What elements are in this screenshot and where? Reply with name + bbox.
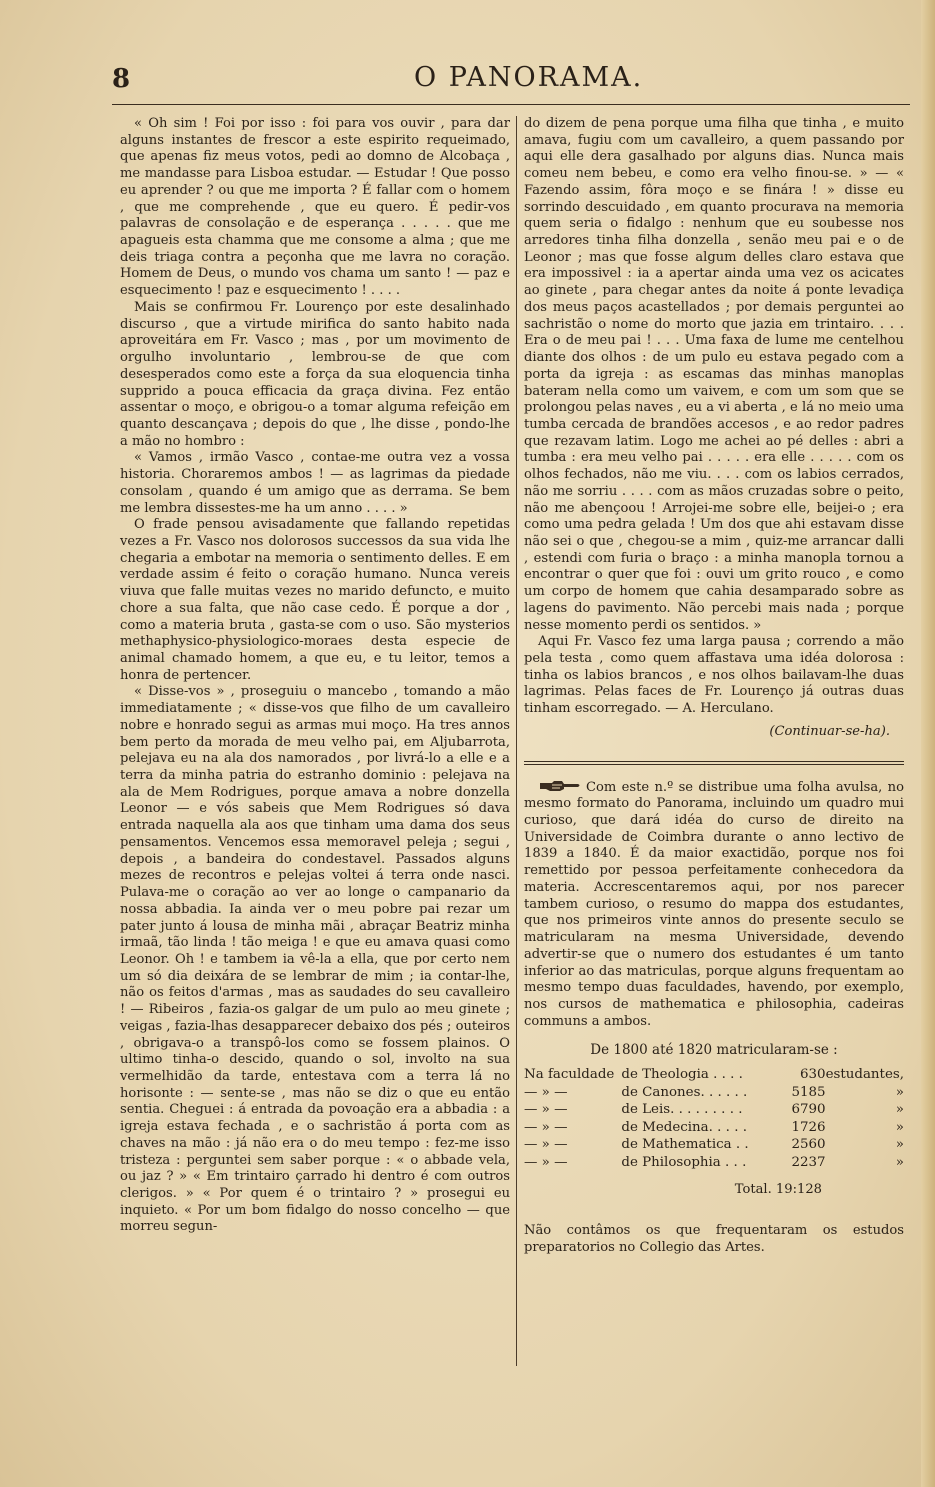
paragraph: « Disse-vos » , proseguiu o mancebo , tomando a mão immediatamente ; « disse-vos que filho de um cavalleiro nobre e honrado segui as armas mui moço. Ha tres annos bem perto da morada de meu velho pai, em Aljubarrota, pelejava eu na ala dos namorados , por livrá-lo a elle e a terra da minha patria do estranho dominio : pelejava na ala de Mem Rodrigues, porque amava a nobre donzella Leonor — e vós sabeis que Mem Rodrigues só dava entrada naquella ala aos que tinham uma dama dos seus pensamentos. Vencemos essa memoravel peleja ; segui , depois , a bandeira do condestavel. Passados alguns mezes de recontros e pelejas voltei á terra onde nasci. Pulava-me o coração ao ver ao longe o campanario da nossa abbadia. Ia ainda ver o meu pobre pai rezar um pater junto á lousa de minha mãi , abraçar Beatriz minha irmaã, tão linda ! tão meiga ! e que eu amava quasi como Leonor. Oh ! e tambem ia vê-la a ella, que por certo nem um só dia deixára de se lembrar de mim ; ia contar-lhe, não os feitos d'armas , mas as saudades do seu cavalleiro ! — Ribeiros , fazia-os galgar de um pulo ao meu ginete ; veigas , fazia-lhas desapparecer debaixo dos pés ; outeiros , obrigava-o a transpô-los como se fossem plainos. O ultimo tinha-o descido, quando o sol, involto na sua vermelhidão da tarde, entestava com a terra lá no horisonte : — sente-se , mas não se diz o que eu então sentia. Cheguei : á entrada da povoação era a abbadia : a igreja estava fechada , e o sachristão á porta com as chaves na mão : já não era o do meu tempo : fez-me isso tristeza : perguntei sem saber porque : « o abbade vela, ou jaz ? » « Em trintairo çarrado hi dentro é com outros clerigos. » « Por quem é o trintairo ? » prosegui eu inquieto. « Por um bom fidalgo do nosso concelho — que morreu segun- (120, 684, 510, 1235)
footnote: Não contâmos os que frequentaram os estudos preparatorios no Collegio das Artes. (524, 1222, 904, 1255)
paragraph: « Oh sim ! Foi por isso : foi para vos ouvir , para dar alguns instantes de frescor a este espirito requeimado, que apenas fiz meus votos, pedi ao domno de Alcobaça , me mandasse para Lisboa estudar. — Estudar ! Que posso eu aprender ? ou que me importa ? É fallar com o homem , que me comprehende , que eu quero. É pedir-vos palavras de consolação e de esperança . . . . . que me apagueis esta chamma que me consome a alma ; que me deis triaga contra a peçonha que me lavra no coração. Homem de Deus, o mundo vos chama um santo ! — paz e esquecimento ! paz e esquecimento ! . . . . (120, 116, 510, 299)
count-unit: » (895, 1119, 904, 1135)
faculty-prefix: — » — (524, 1102, 568, 1118)
faculty-name: de Theologia . . . . (621, 1067, 743, 1083)
page-edge (921, 0, 935, 1487)
table-row (524, 1102, 904, 1120)
paragraph: « Vamos , irmão Vasco , contae-me outra vez a vossa historia. Choraremos ambos ! — as lagrimas da piedade consolam , quando é um amigo que as derrama. Se bem me lembra dissestes-me ha um anno . . . . » (120, 450, 510, 516)
faculty-name: de Mathematica . . (621, 1137, 749, 1153)
enrollment-table (524, 1067, 904, 1172)
faculty-prefix: — » — (524, 1137, 568, 1153)
faculty-prefix: — » — (524, 1154, 568, 1170)
right-column (524, 116, 904, 1256)
student-count: 630 (800, 1067, 826, 1083)
stats-total: Total. 19:128 (734, 1182, 822, 1198)
column-separator (516, 116, 517, 1366)
paragraph: do dizem de pena porque uma filha que tinha , e muito amava, fugiu com um cavalleiro, a quem passando por aqui elle dera gasalhado por alguns dias. Nunca mais comeu nem bebeu, e como era velho finou-se. » — « Fazendo assim, fôra moço e se finára ! » disse eu sorrindo descuidado , em quanto procurava na memoria quem seria o fidalgo : nenhum que eu soubesse nos arredores tinha filha donzella , senão meu pai e o de Leonor ; mas que fosse algum delles claro estava que era impossivel : ia a apertar ainda uma vez os acicates ao ginete , para chegar antes da noite á ponte levadiça dos meus paços acastellados ; por demais perguntei ao sachristão o nome do morto que jazia em trintairo. . . . Era o de meu pai ! . . . Uma faxa de lume me centelhou diante dos olhos : de um pulo eu estava pegado com a porta da igreja : as escamas das minhas manoplas bateram nella como um vaivem, e com um som que se prolongou pelas naves , eu a vi aberta , e lá no meio uma tumba cercada de brandões accesos , e ao redor padres que rezavam latim. Logo me achei ao pé delles : abri a tumba : era meu velho pai . . . . . era elle . . . . . com os olhos fechados, não me viu. . . . com os labios cerrados, não me sorriu . . . . com as mãos cruzadas sobre o peito, não me abençoou ! Arrojei-me sobre elle, beijei-o ; era como uma pedra gelada ! Um dos que ahi estavam disse não sei o que , chegou-se a mim , quiz-me arrancar dalli , estendi com furia o braço : a minha manopla tornou a encontrar o quer que foi : ouvi um grito rouco , e como um corpo de homem que cahia desamparado sobre as lagens do pavimento. Não percebi mais nada ; porque nesse momento perdi os sentidos. » (524, 116, 904, 633)
faculty-prefix: — » — (524, 1084, 568, 1100)
faculty-name: de Canones. . . . . . (621, 1084, 748, 1100)
student-count: 5185 (791, 1084, 826, 1100)
masthead-title: O PANORAMA. (414, 62, 644, 93)
paragraph: Mais se confirmou Fr. Lourenço por este desalinhado discurso , que a virtude mirifica do santo habito nada aproveitára em Fr. Vasco ; mas , por um movimento de orgulho involuntario , lembrou-se de que com desesperados como este a força da sua eloquencia tinha supprido a pouca efficacia da graça divina. Fez então assentar o moço, e obrigou-o a tomar alguma refeição em quanto descançava ; depois do que , lhe disse , pondo-lhe a mão no hombro : (120, 299, 510, 449)
header-rule (112, 104, 910, 105)
faculty-name: de Philosophia . . . (621, 1154, 747, 1170)
student-count: 2237 (791, 1154, 826, 1170)
paragraph: Aqui Fr. Vasco fez uma larga pausa ; correndo a mão pela testa , como quem affastava uma idéa dolorosa : tinha os labios brancos , e nos olhos bailavam-lhe duas lagrimas. Pelas faces de Fr. Lourenço já outras duas tinham escorregado. — A. Herculano. (524, 634, 904, 717)
notice-text: Com este n.º se distribue uma folha avulsa, no mesmo formato do Panorama, incluindo um quadro mui curioso, que dará idéa do curso de direito na Universidade de Coimbra durante o anno lectivo de 1839 a 1840. É da maior exactidão, porque nos foi remettido por pessoa perfeitamente conhecedora da materia. Accrescentaremos aqui, por nos parecer tambem curioso, o resumo do mappa dos estudantes, que nos primeiros vinte annos do presente seculo se matricularam na mesma Universidade, devendo advertir-se que o numero dos estudantes é um tanto inferior ao das matriculas, porque alguns frequentam ao mesmo tempo duas faculdades, havendo, por exemplo, nos cursos de mathematica e philosophia, cadeiras communs a ambos. (524, 779, 904, 1029)
pointing-hand-icon (538, 779, 582, 793)
page-number: 8 (112, 64, 131, 94)
table-row (524, 1120, 904, 1138)
table-row (524, 1067, 904, 1085)
faculty-name: de Medecina. . . . . (621, 1119, 747, 1135)
count-unit: estudantes, (825, 1067, 904, 1083)
count-unit: » (895, 1084, 904, 1100)
left-column (120, 116, 510, 1236)
count-unit: » (895, 1154, 904, 1170)
faculty-name: de Leis. . . . . . . . . (621, 1102, 743, 1118)
count-unit: » (895, 1102, 904, 1118)
notice-paragraph (524, 779, 904, 1031)
section-rule (524, 761, 904, 765)
table-row (524, 1137, 904, 1155)
faculty-prefix: Na faculdade (524, 1067, 615, 1083)
student-count: 6790 (791, 1102, 826, 1118)
page-header (112, 62, 912, 102)
student-count: 2560 (791, 1137, 826, 1153)
table-row (524, 1085, 904, 1103)
faculty-prefix: — » — (524, 1119, 568, 1135)
count-unit: » (895, 1137, 904, 1153)
student-count: 1726 (791, 1119, 826, 1135)
table-row (524, 1155, 904, 1173)
paragraph: O frade pensou avisadamente que fallando repetidas vezes a Fr. Vasco nos dolorosos successos da sua vida lhe chegaria a embotar na memoria o sentimento delles. E em verdade assim é feito o coração humano. Nunca vereis viuva que falle muitas vezes no marido defuncto, e muito chore a sua falta, que não case cedo. É porque a dor , como a materia bruta , gasta-se com o uso. São mysterios methaphysico-physiologico-moraes desta especie de animal chamado homem, a que eu, e tu leitor, temos a honra de pertencer. (120, 517, 510, 683)
continuation-note: (Continuar-se-ha). (769, 723, 890, 739)
stats-heading: De 1800 até 1820 matricularam-se : (590, 1042, 838, 1059)
